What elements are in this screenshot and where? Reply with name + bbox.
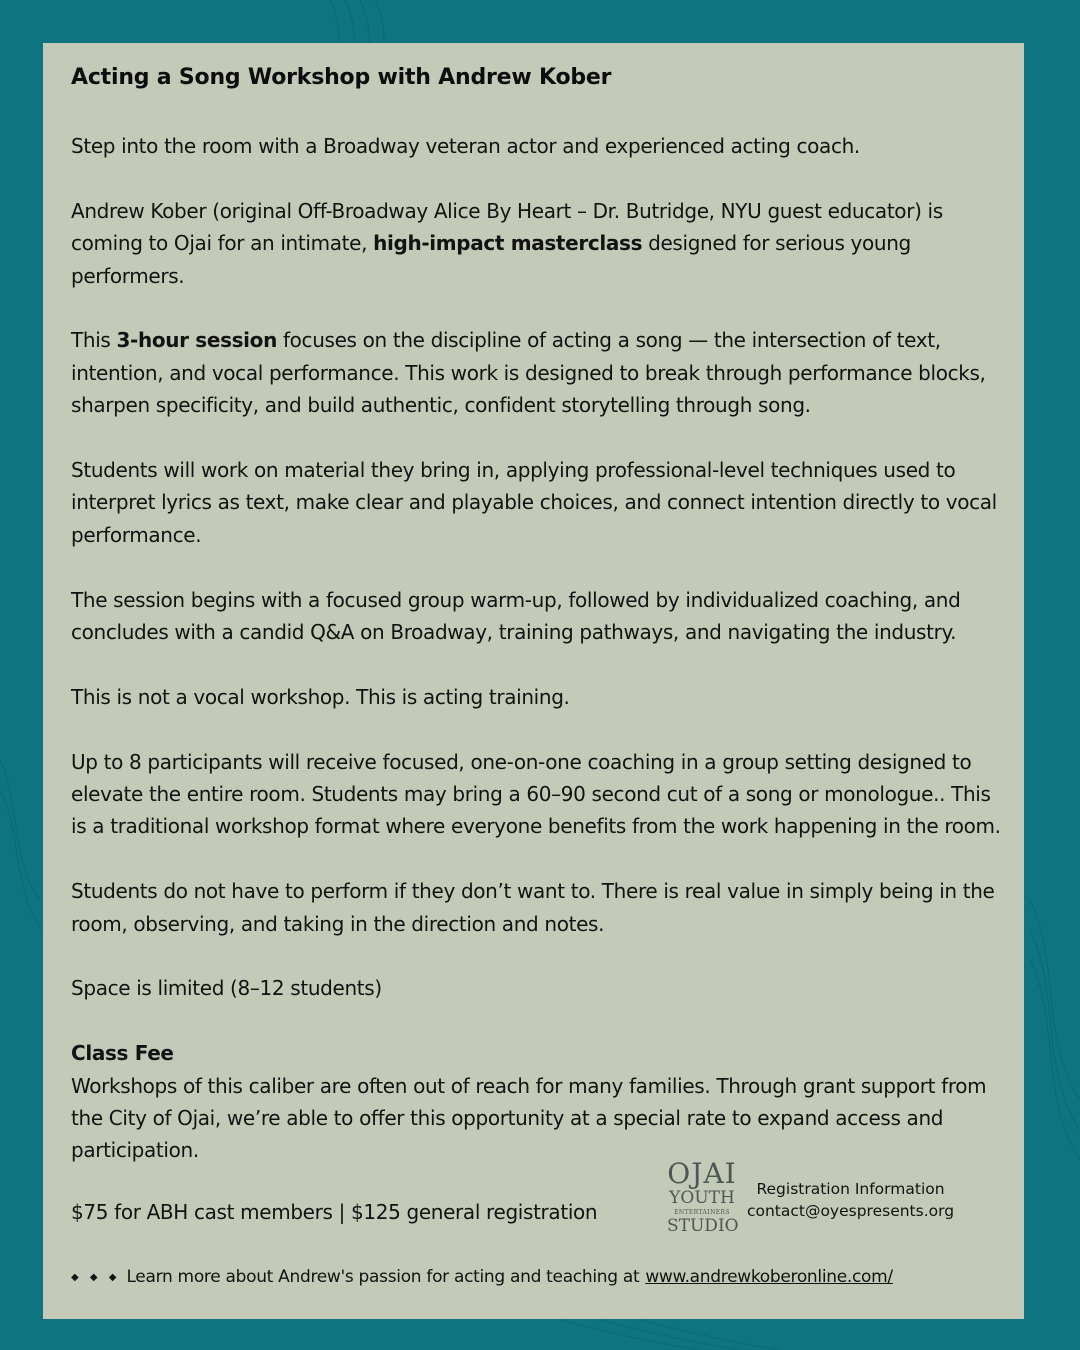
footer-text: Learn more about Andrew's passion for acting and teaching at bbox=[126, 1267, 640, 1287]
perform-optional-paragraph: Students do not have to perform if they don’t want to. There is real value in simply being in the room, observing, and taking in the direction and notes. bbox=[71, 879, 995, 936]
material-paragraph: Students will work on material they bring in, applying professional-level techniques used to interpret lyrics as text, make clear and playable choices, and connect intention directly to vocal performance. bbox=[71, 458, 997, 547]
intro-paragraph: Step into the room with a Broadway veteran actor and experienced acting coach. bbox=[71, 134, 860, 158]
footer-learn-more bbox=[71, 1267, 893, 1287]
participants-paragraph: Up to 8 participants will receive focused, one-on-one coaching in a group setting designed to elevate the entire room. Students may bring a 60–90 second cut of a song or monologue.. This is a traditional workshop format where everyone benefits from the work happening in the room. bbox=[71, 749, 1001, 839]
workshop-info-card bbox=[43, 43, 1024, 1319]
class-fee-text: Workshops of this caliber are often out of reach for many families. Through grant support from the City of Ojai, we’re able to offer this opportunity at a special rate to expand access and participation. bbox=[71, 1073, 987, 1163]
session-paragraph: This 3-hour session focuses on the discipline of acting a song — the intersection of text, intention, and vocal performance. This work is designed to break through performance blocks, sharpen specificity, and build authentic, confident storytelling through song. bbox=[71, 328, 986, 418]
logo-line-2: YOUTH bbox=[669, 1188, 735, 1208]
logo-line-1: OJAI bbox=[667, 1157, 737, 1190]
ojai-youth-studio-logo bbox=[667, 1157, 739, 1236]
space-limited-paragraph: Space is limited (8–12 students) bbox=[71, 976, 382, 1001]
not-vocal-paragraph: This is not a vocal workshop. This is acting training. bbox=[71, 684, 570, 709]
page-title: Acting a Song Workshop with Andrew Kober bbox=[71, 65, 612, 90]
logo-line-3: ENTERTAINERS bbox=[674, 1209, 730, 1216]
structure-paragraph: The session begins with a focused group warm-up, followed by individualized coaching, and concludes with a candid Q&A on Broadway, training pathways, and navigating the industry. bbox=[71, 587, 961, 645]
registration-info bbox=[743, 1178, 958, 1222]
website-link[interactable]: www.andrewkoberonline.com/ bbox=[645, 1267, 893, 1287]
price-line: $75 for ABH cast members | $125 general registration bbox=[71, 1200, 598, 1224]
bio-paragraph: Andrew Kober (original Off-Broadway Alice By Heart – Dr. Butridge, NYU guest educator) is coming to Ojai for an intimate, high-impact masterclass designed for serious young performers. bbox=[71, 198, 943, 288]
registration-email[interactable]: contact@oyespresents.org bbox=[746, 1202, 955, 1220]
diamond-bullets-icon: ◆ ◆ ◆ bbox=[71, 1272, 121, 1283]
logo-line-4: STUDIO bbox=[667, 1216, 739, 1236]
class-fee-section bbox=[71, 1037, 1001, 1167]
registration-label: Registration Information bbox=[756, 1180, 945, 1198]
class-fee-heading: Class Fee bbox=[71, 1041, 174, 1066]
description-body bbox=[71, 130, 1001, 1167]
